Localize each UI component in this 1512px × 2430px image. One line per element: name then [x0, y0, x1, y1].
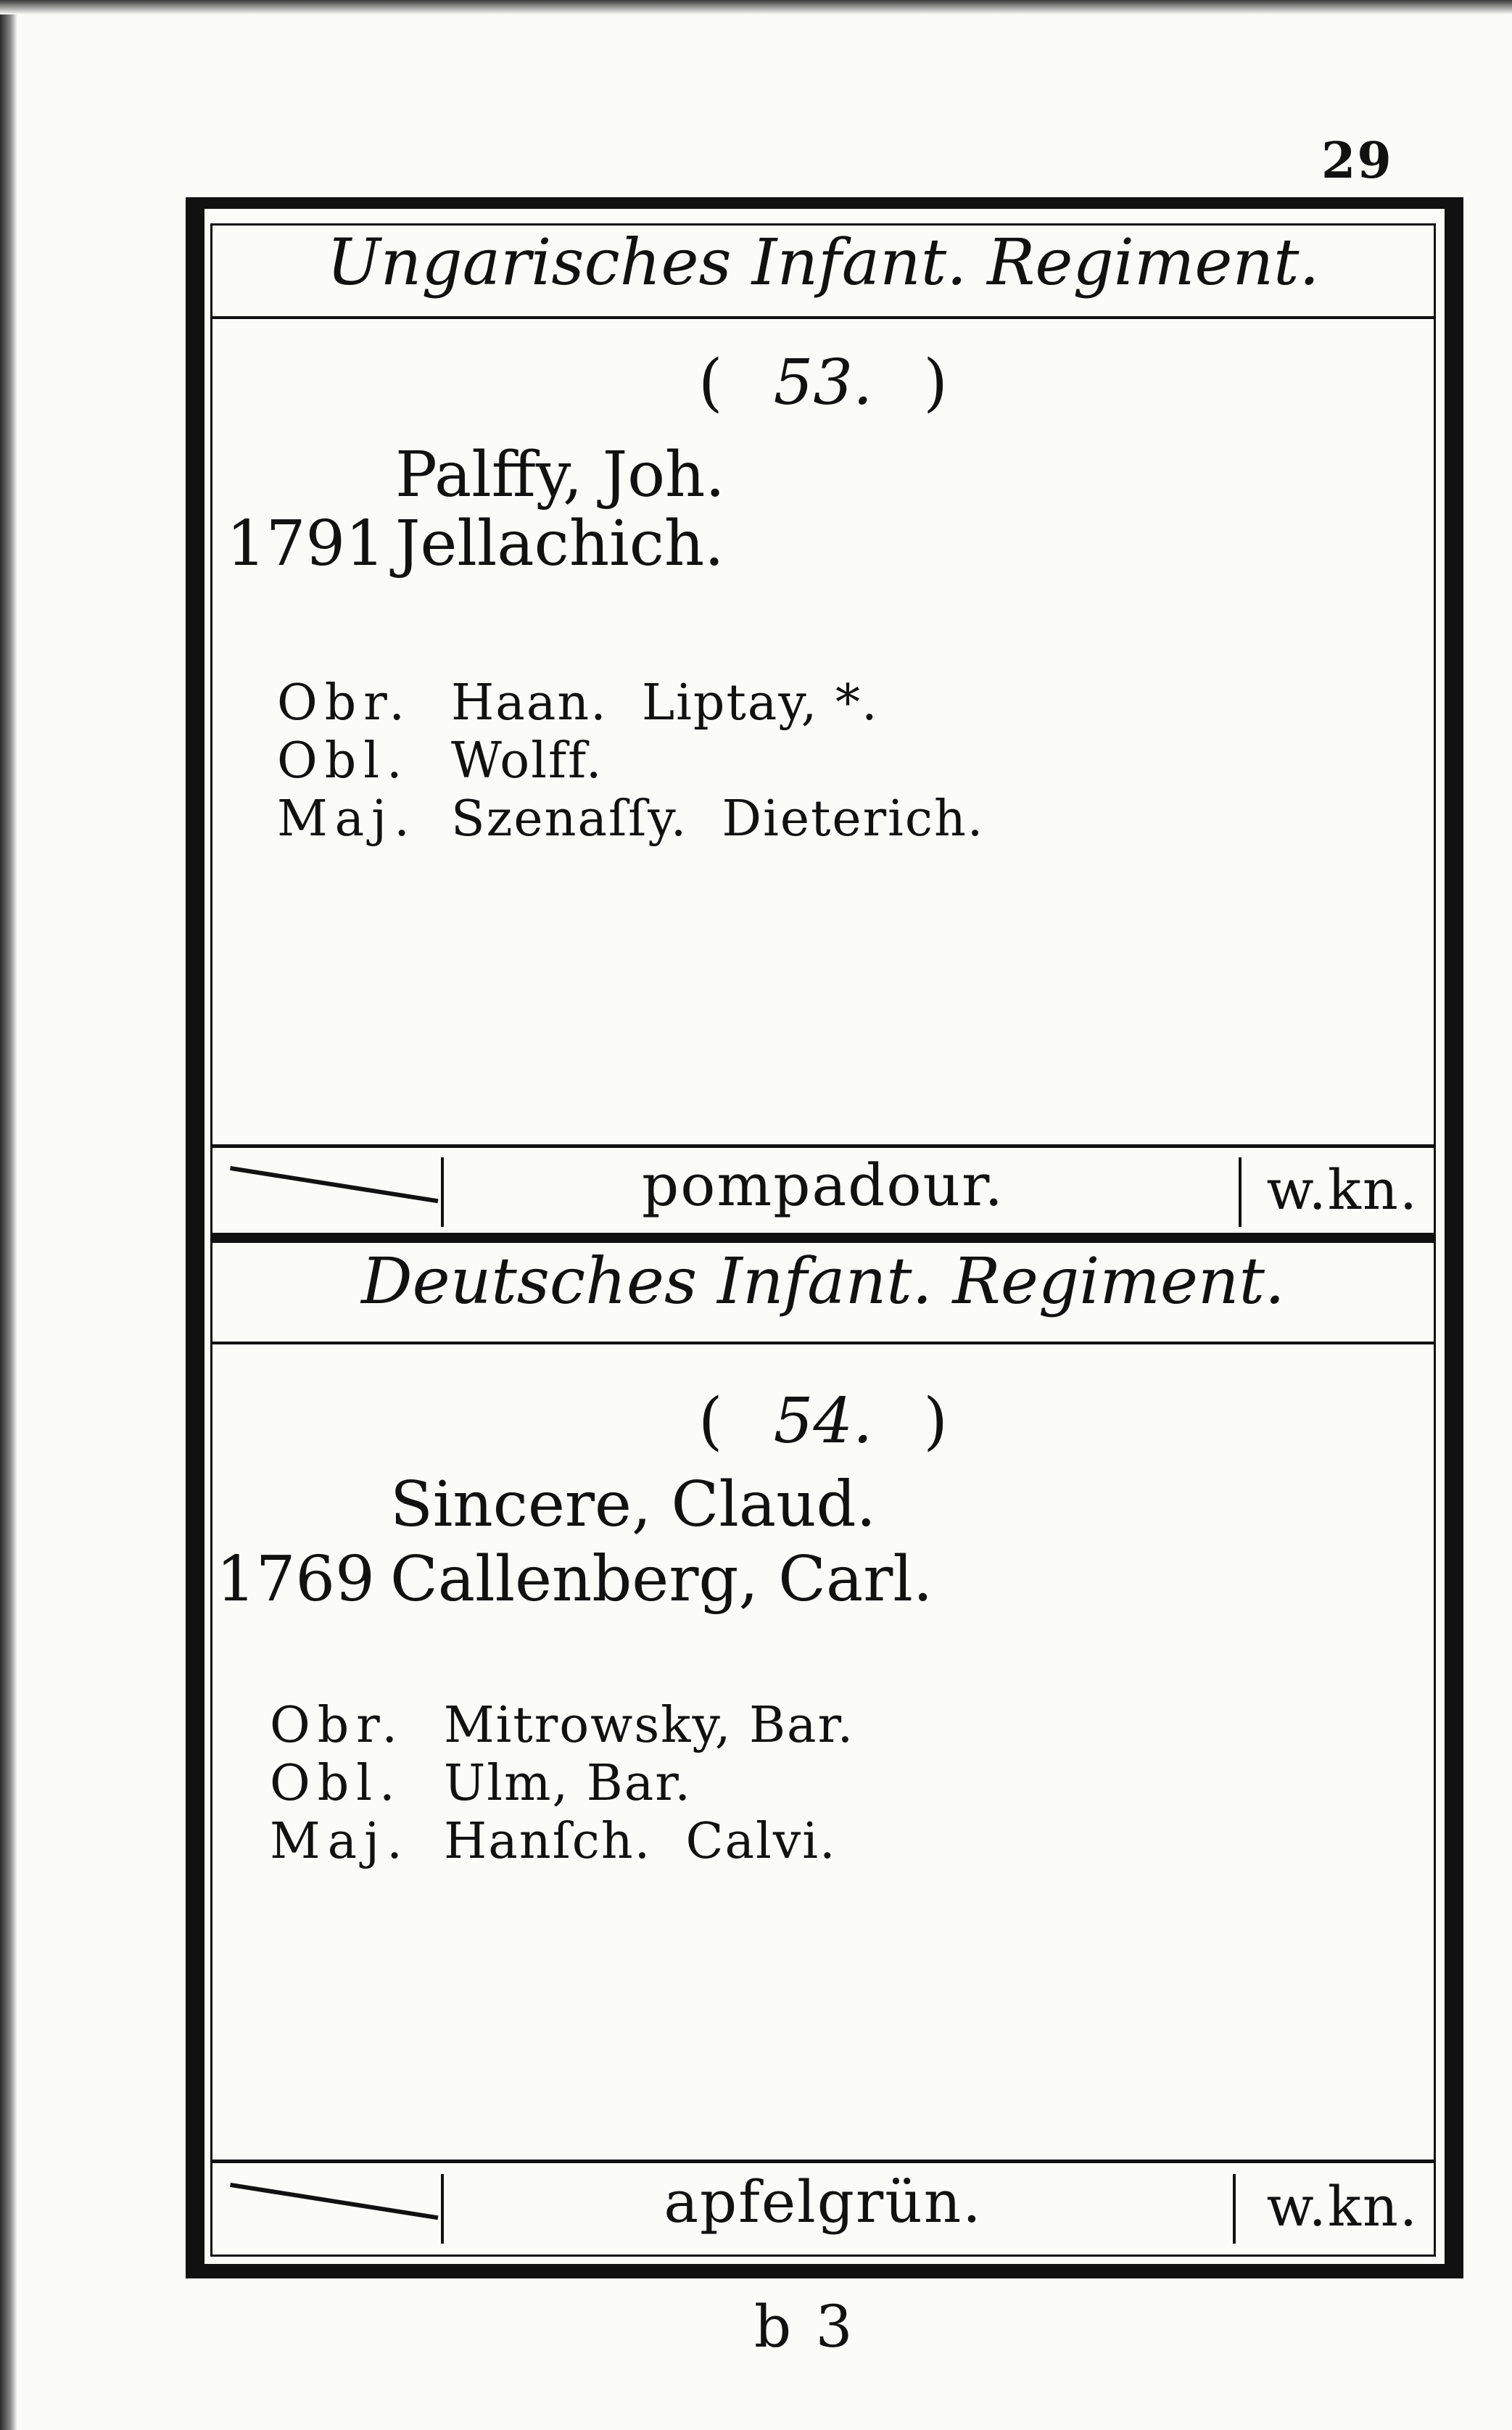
color-row-rule-54 [210, 2160, 1436, 2163]
officer-row [277, 674, 879, 732]
color-row-53 [210, 1152, 1436, 1231]
header-rule-54 [210, 1342, 1436, 1344]
officer-rank: Obl. [277, 732, 410, 790]
open-paren: ( [698, 347, 723, 419]
regiment-year-54: 1769 [216, 1543, 375, 1616]
regiment-number-53 [210, 347, 1436, 419]
officer-row [270, 1813, 837, 1870]
regiment-number-54 [210, 1385, 1436, 1458]
officer-rank: Obr. [277, 674, 412, 732]
page-edge-top [0, 0, 1512, 15]
officer-rank: Maj. [270, 1813, 410, 1870]
column-divider [1239, 1157, 1242, 1227]
close-paren: ) [923, 1385, 948, 1458]
officer-names: Mitrowsky, Bar. [444, 1697, 855, 1754]
officer-row [277, 732, 603, 790]
officer-row [270, 1697, 854, 1754]
column-divider [1233, 2174, 1236, 2244]
regiment-divider [210, 1233, 1436, 1243]
open-paren: ( [698, 1385, 723, 1458]
facing-color-53: pompadour. [642, 1152, 1004, 1219]
header-rule-53 [210, 316, 1436, 319]
color-row-54 [210, 2168, 1436, 2248]
regiment-owner-53: Palffy, Joh. [395, 439, 725, 511]
facing-color-54: apfelgrün. [664, 2168, 983, 2236]
officer-names: Hanſch. Calvi. [444, 1813, 837, 1870]
regiment-colonel-54: Callenberg, Carl. [390, 1543, 933, 1616]
officer-names: Haan. Liptay, *. [451, 674, 879, 732]
officer-rank: Obl. [270, 1755, 402, 1812]
buttons-53: w.kn. [1266, 1157, 1418, 1222]
regiment-number-value: 53. [773, 347, 873, 419]
buttons-54: w.kn. [1266, 2174, 1418, 2239]
page-edge-left [0, 0, 17, 2430]
officer-rank: Obr. [270, 1697, 405, 1754]
regiment-header-54: Deutsches Infant. Regiment. [361, 1244, 1285, 1318]
regiment-owner-54: Sincere, Claud. [390, 1468, 876, 1541]
regiment-colonel-53: Jellachich. [395, 508, 724, 580]
regiment-year-53: 1791 [226, 508, 385, 580]
officer-names: Szenaſſy. Dieterich. [451, 790, 985, 848]
officer-rank: Maj. [277, 790, 417, 848]
regiment-number-value: 54. [773, 1385, 873, 1458]
close-paren: ) [923, 347, 948, 419]
slash-mark [230, 1166, 438, 1203]
slash-mark [230, 2183, 438, 2220]
color-row-rule-53 [210, 1144, 1436, 1148]
page-number: 29 [1321, 132, 1393, 190]
officer-names: Ulm, Bar. [444, 1755, 692, 1812]
officer-row [277, 790, 984, 848]
officer-names: Wolff. [451, 732, 603, 790]
officer-row [270, 1755, 692, 1812]
regiment-header-53: Ungarisches Infant. Regiment. [326, 225, 1320, 299]
signature-mark: b 3 [754, 2293, 856, 2360]
